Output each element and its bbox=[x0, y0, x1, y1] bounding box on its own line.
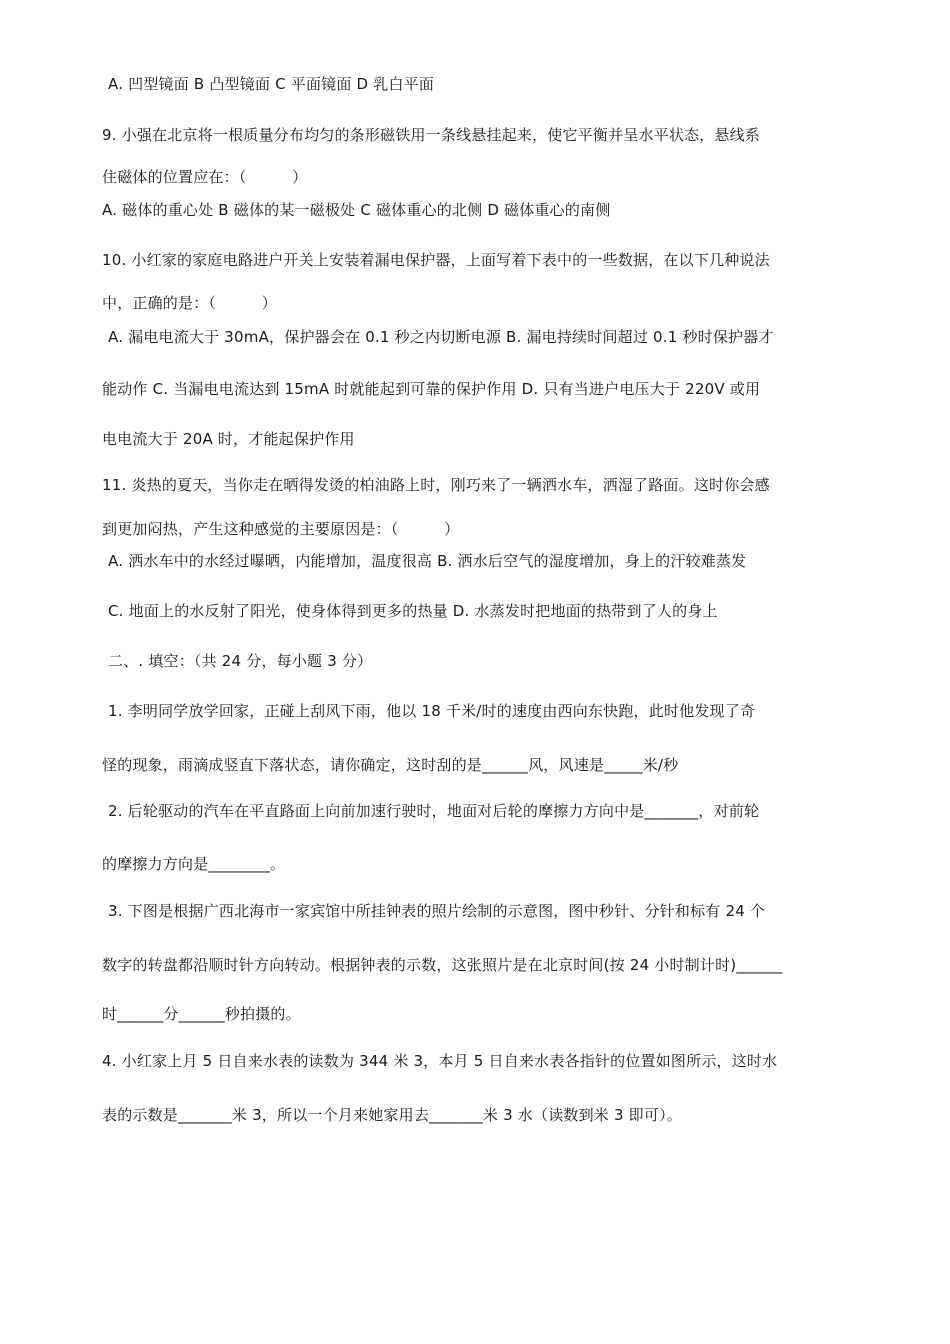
q11-text-line1: 11. 炎热的夏天，当你走在晒得发烫的柏油路上时，刚巧来了一辆洒水车，洒湿了路面。这时你会感 bbox=[102, 476, 770, 494]
q8-options: A. 凹型镜面 B 凸型镜面 C 平面镜面 D 乳白平面 bbox=[108, 75, 435, 93]
q11-options-line2: C. 地面上的水反射了阳光，使身体得到更多的热量 D. 水蒸发时把地面的热带到了人的身上 bbox=[108, 602, 718, 620]
fill-q1-line1: 1. 李明同学放学回家，正碰上刮风下雨，他以 18 千米/时的速度由西向东快跑，此时他发现了奇 bbox=[108, 702, 756, 720]
fill-q1-line2: 怪的现象，雨滴成竖直下落状态，请你确定，这时刮的是______风，风速是_____米/秒 bbox=[102, 756, 679, 774]
q10-options-line2: 能动作 C. 当漏电电流达到 15mA 时就能起到可靠的保护作用 D. 只有当进户电压大于 220V 或用 bbox=[102, 380, 761, 398]
q10-options-line3: 电电流大于 20A 时，才能起保护作用 bbox=[102, 430, 355, 448]
fill-q4-line2: 表的示数是_______米 3，所以一个月来她家用去_______米 3 水（读数到米 3 即可）。 bbox=[102, 1106, 682, 1124]
q11-text-line2: 到更加闷热，产生这种感觉的主要原因是：（ ） bbox=[102, 520, 460, 538]
q9-text-line1: 9. 小强在北京将一根质量分布均匀的条形磁铁用一条线悬挂起来，使它平衡并呈水平状态，悬线系 bbox=[102, 126, 761, 144]
fill-q3-line2: 数字的转盘都沿顺时针方向转动。根据钟表的示数，这张照片是在北京时间(按 24 小时制计时)______ bbox=[102, 956, 783, 974]
fill-q2-line1: 2. 后轮驱动的汽车在平直路面上向前加速行驶时，地面对后轮的摩擦力方向中是_______，对前轮 bbox=[108, 802, 760, 820]
q9-options: A. 磁体的重心处 B 磁体的某一磁极处 C 磁体重心的北侧 D 磁体重心的南侧 bbox=[102, 201, 611, 219]
fill-q2-line2: 的摩擦力方向是________。 bbox=[102, 855, 286, 873]
q10-text-line2: 中，正确的是：（ ） bbox=[102, 294, 277, 312]
q11-options-line1: A. 洒水车中的水经过曝晒，内能增加，温度很高 B. 洒水后空气的湿度增加，身上的汗较难蒸发 bbox=[108, 552, 747, 570]
fill-q3-line1: 3. 下图是根据广西北海市一家宾馆中所挂钟表的照片绘制的示意图，图中秒针、分针和标有 24 个 bbox=[108, 902, 766, 920]
q9-text-line2: 住磁体的位置应在：（ ） bbox=[102, 168, 308, 186]
section-fill-in-heading: 二、. 填空：（共 24 分，每小题 3 分） bbox=[108, 652, 373, 670]
q10-options-line1: A. 漏电电流大于 30mA，保护器会在 0.1 秒之内切断电源 B. 漏电持续时间超过 0.1 秒时保护器才 bbox=[108, 328, 774, 346]
fill-q4-line1: 4. 小红家上月 5 日自来水表的读数为 344 米 3，本月 5 日自来水表各指针的位置如图所示，这时水 bbox=[102, 1052, 778, 1070]
fill-q3-line3: 时______分______秒拍摄的。 bbox=[102, 1005, 301, 1023]
q10-text-line1: 10. 小红家的家庭电路进户开关上安装着漏电保护器，上面写着下表中的一些数据，在以下几种说法 bbox=[102, 251, 770, 269]
